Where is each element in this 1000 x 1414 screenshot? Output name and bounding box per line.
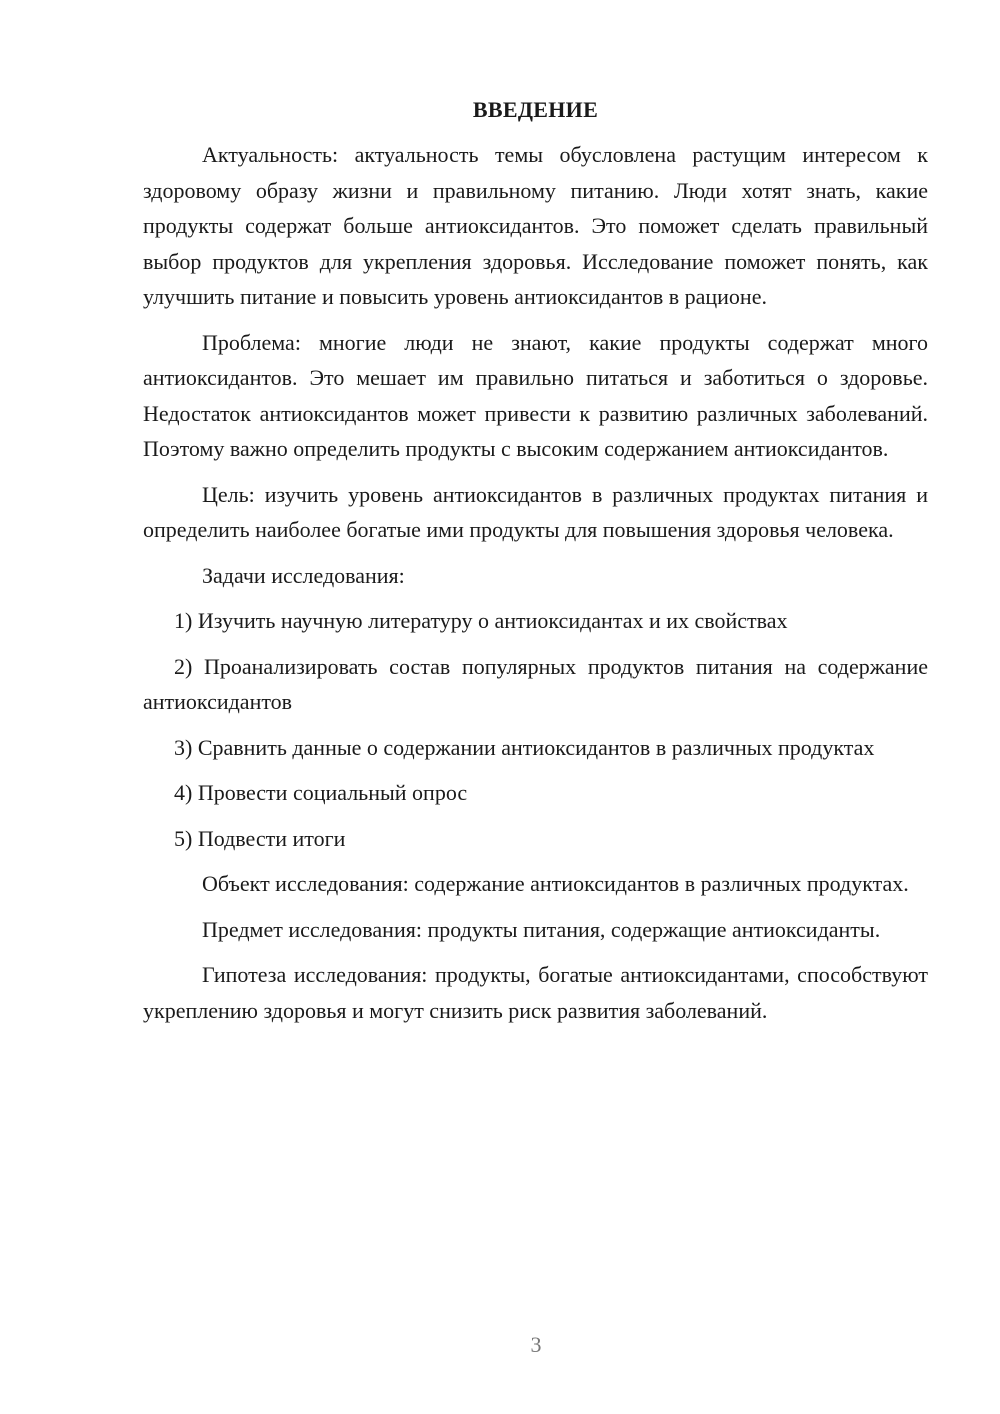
page-number: 3 (530, 1332, 542, 1357)
subject-paragraph: Предмет исследования: продукты питания, содержащие антиоксиданты. (202, 916, 881, 942)
tasks-list (143, 603, 928, 856)
page-title: ВВЕДЕНИЕ (472, 97, 599, 122)
list-item: 4) Провести социальный опрос (174, 780, 468, 805)
relevance-paragraph: Актуальность: актуальность темы обусловлена растущим интересом к здоровому образу жизни и правильному питанию. Люди хотят знать, какие продукты содержат больше антиоксидантов. Это поможет сделать правильный выбор продуктов для укрепления здоровья. Исследование поможет понять, как улучшить питание и повысить уровень антиоксидантов в рационе. (143, 142, 928, 309)
tasks-heading: Задачи исследования: (202, 562, 405, 588)
problem-paragraph: Проблема: многие люди не знают, какие продукты содержат много антиоксидантов. Это мешает им правильно питаться и заботиться о здоровье. Недостаток антиоксидантов может привести к развитию различных заболеваний. Поэтому важно определить продукты с высоким содержанием антиоксидантов. (143, 329, 928, 461)
object-paragraph: Объект исследования: содержание антиоксидантов в различных продуктах. (202, 871, 909, 896)
list-item: 3) Сравнить данные о содержании антиоксидантов в различных продуктах (174, 734, 875, 760)
list-item: 1) Изучить научную литературу о антиоксидантах и их свойствах (174, 608, 788, 633)
goal-paragraph: Цель: изучить уровень антиоксидантов в различных продуктах питания и определить наиболее богатые ими продукты для повышения здоровья человека. (143, 481, 928, 542)
list-item: 5) Подвести итоги (174, 825, 346, 851)
document-page (143, 92, 928, 1038)
hypothesis-paragraph: Гипотеза исследования: продукты, богатые антиоксидантами, способствуют укреплению здоровья и могут снизить риск развития заболеваний. (143, 962, 928, 1023)
list-item: 2) Проанализировать состав популярных продуктов питания на содержание антиоксидантов (143, 653, 928, 714)
